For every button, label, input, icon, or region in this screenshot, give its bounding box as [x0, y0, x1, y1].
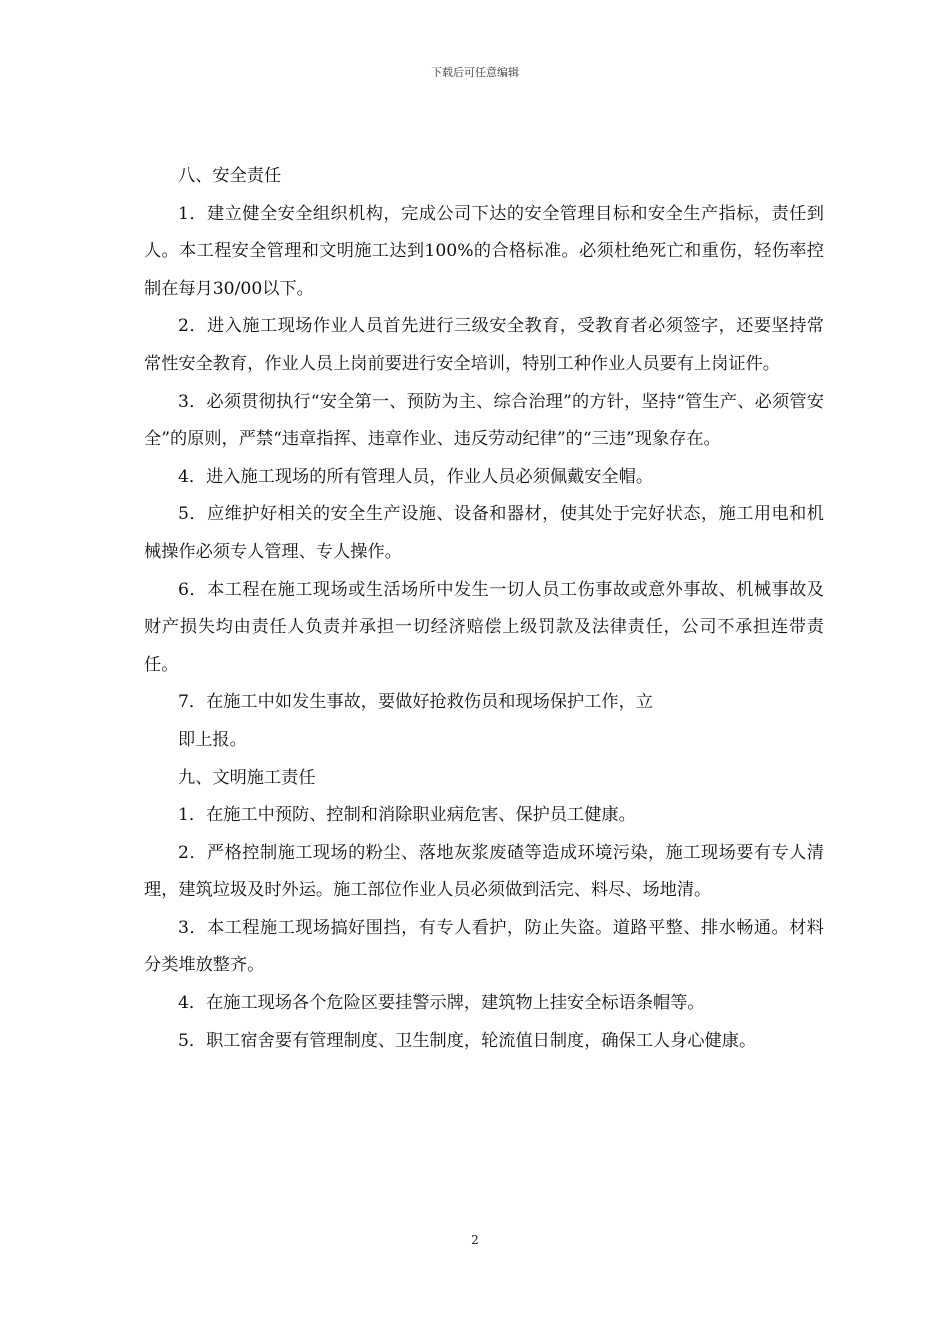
safety-item-1: 1．建立健全安全组织机构，完成公司下达的安全管理目标和安全生产指标，责任到人。本工程安全管理和文明施工达到100%的合格标准。必须杜绝死亡和重伤，轻伤率控制在每月30/00以下。 — [144, 203, 824, 299]
safety-item-7-continued: 即上报。 — [178, 729, 247, 750]
civilized-item-5: 5．职工宿舍要有管理制度、卫生制度，轮流值日制度，确保工人身心健康。 — [178, 1030, 757, 1051]
safety-item-2: 2．进入施工现场作业人员首先进行三级安全教育，受教育者必须签字，还要坚持常常性安全教育，作业人员上岗前要进行安全培训，特别工种作业人员要有上岗证件。 — [144, 316, 824, 374]
safety-item-5: 5．应维护好相关的安全生产设施、设备和器材，使其处于完好状态，施工用电和机械操作必须专人管理、专人操作。 — [144, 504, 824, 562]
safety-item-6: 6．本工程在施工现场或生活场所中发生一切人员工伤事故或意外事故、机械事故及财产损失均由责任人负责并承担一切经济赔偿上级罚款及法律责任，公司不承担连带责任。 — [144, 579, 824, 675]
page-header: 下载后可任意编辑 — [431, 66, 519, 79]
civilized-item-1: 1．在施工中预防、控制和消除职业病危害、保护员工健康。 — [178, 805, 636, 826]
civilized-item-2: 2．严格控制施工现场的粉尘、落地灰浆废碴等造成环境污染，施工现场要有专人清理，建筑垃圾及时外运。施工部位作业人员必须做到活完、料尽、场地清。 — [144, 842, 824, 901]
safety-item-3: 3．必须贯彻执行“安全第一、预防为主、综合治理”的方针，坚持“管生产、必须管安全”的原则，严禁“违章指挥、违章作业、违反劳动纪律”的“三违”现象存在。 — [144, 391, 824, 450]
section-heading-civilized: 九、文明施工责任 — [178, 767, 316, 788]
page-number: 2 — [471, 1233, 479, 1247]
safety-item-7: 7．在施工中如发生事故，要做好抢救伤员和现场保护工作，立 — [178, 692, 654, 713]
section-heading-safety: 八、安全责任 — [178, 166, 282, 186]
document-body — [144, 158, 824, 1060]
safety-item-4: 4．进入施工现场的所有管理人员，作业人员必须佩戴安全帽。 — [178, 466, 654, 487]
civilized-item-4: 4．在施工现场各个危险区要挂警示牌，建筑物上挂安全标语条帽等。 — [178, 993, 705, 1014]
civilized-item-3: 3．本工程施工现场搞好围挡，有专人看护，防止失盗。道路平整、排水畅通。材料分类堆放整齐。 — [144, 917, 824, 976]
